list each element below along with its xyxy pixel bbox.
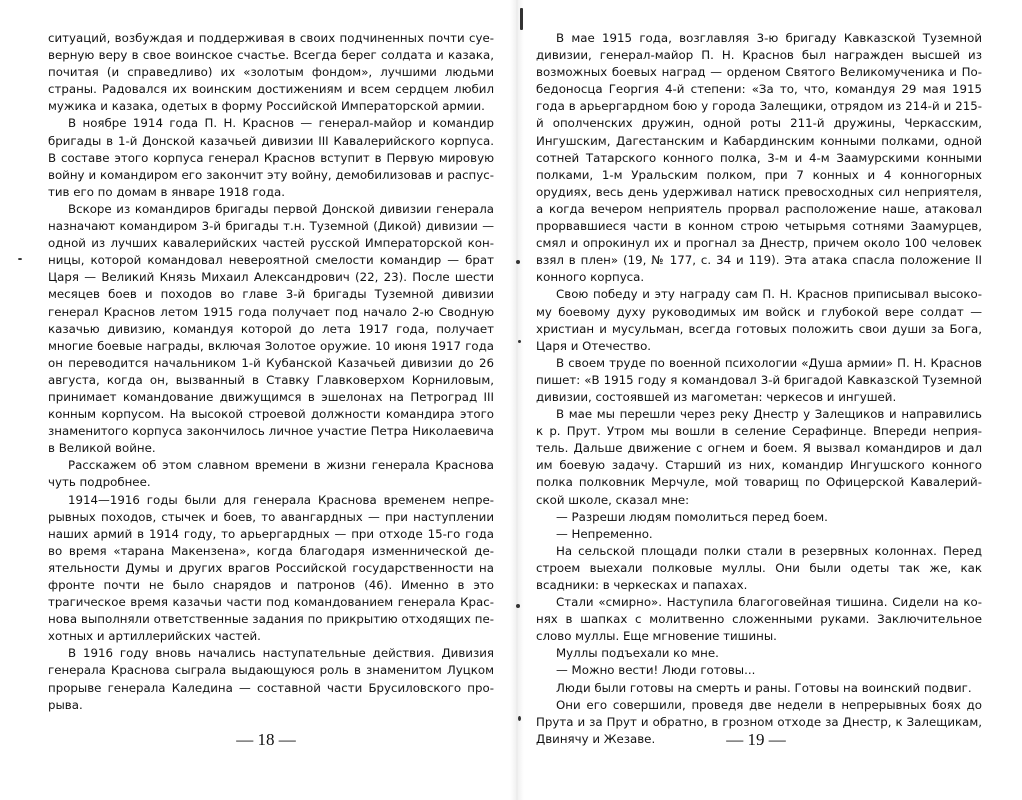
left-paragraph-5: 1914—1916 годы были для генерала Краснова временем непрерывных походов, стычек и боев, то авангардных — при наступлении наших армий в 1914 году, то арьергардных — при отходе 15-го года во время «тарана Макензена», когда благодаря изменнической деятельности Думы и других врагов Российской государственности на фронте почти не было снарядов и патронов (46). Именно в это трагическое время казачьи части под командованием генерала Краснова выполняли ответственные задания по прикрытию отходящих пехотных и артиллерийских частей. (48, 492, 494, 644)
left-page (48, 30, 494, 714)
right-paragraph-6: Стали «смирно». Наступила благоговейная тишина. Сидели на конях в шапках с молитвенно сложенными руками. Заключительное слово муллы. Еще мгновение тишины. (536, 595, 982, 644)
right-dialogue-1: — Разреши людям помолиться перед боем. (556, 509, 828, 524)
scan-speck (518, 716, 521, 721)
right-paragraph-5: На сельской площади полки стали в резервных колоннах. Перед строем выехали полковые муллы. Они были одеты так же, как всадники: в черкесках и папахах. (536, 543, 982, 592)
right-paragraph-9: Они его совершили, проведя две недели в непрерывных боях до Прута и за Прут и обратно, в грозном отходе за Днестр, к Залещикам, Двинячу и Жезаве. (536, 697, 982, 746)
right-paragraph-2: Свою победу и эту награду сам П. Н. Краснов приписывал высокому боевому духу руководимых им войск и глубокой вере солдат — христиан и мусульман, всегда готовых положить свои души за Бога, Царя и Отечество. (536, 287, 982, 353)
book-gutter (510, 0, 524, 800)
left-paragraph-1: ситуаций, возбуждая и поддерживая в своих подчиненных почти суеверную веру в свое воинское счастье. Всегда берег солдата и казака, почитая (и справедливо) их «золотым фондом», лучшими людьми страны. Радовался их воинским достижениям и всем сердцем любил мужика и казака, одетых в форму Российской Императорской армии. (48, 31, 494, 114)
right-dialogue-2: — Непременно. (556, 526, 653, 541)
right-paragraph-3: В своем труде по военной психологии «Душа армии» П. Н. Краснов пишет: «В 1915 году я командовал 3-й бригадой Кавказской Туземной дивизии, состоявшей из магометан: черкесов и ингушей. (536, 355, 982, 404)
right-paragraph-7: Муллы подъехали ко мне. (556, 646, 719, 661)
right-paragraph-8: Люди были готовы на смерть и раны. Готовы на воинский подвиг. (556, 680, 972, 695)
right-paragraph-1: В мае 1915 года, возглавляя 3-ю бригаду Кавказской Туземной дивизии, генерал-майор П. Н. Краснов был награжден высшей из возможных боевых наград — орденом Святого Великомученика и Победоносца Георгия 4-й степени: «За то, что, командуя 29 мая 1915 года в арьергардном бою у города Залещики, отрядом из 214-й и 215-й ополченских дружин, одной роты 211-й дружины, Черкасским, Ингушским, Дагестанским и Кабардинским конными полками, одной сотней Татарского конного полка, 3-м и 4-м Заамурскими конными полками, 1-м Уральским полком, при 7 конных и 4 конногорных орудиях, весь день удерживал натиск превосходных сил неприятеля, а когда вечером неприятель прорвал расположение наше, атаковал прорвавшиеся части в конном строю четырьмя сотнями Заамурцев, смял и опрокинул их и прогнал за Днестр, причем около 100 человек взял в плен» (19, № 177, с. 34 и 119). Эта атака спасла положение II конного корпуса. (536, 31, 982, 285)
scan-speck (518, 340, 521, 343)
scan-speck (516, 604, 520, 608)
left-paragraph-2: В ноябре 1914 года П. Н. Краснов — генерал-майор и командир бригады в 1-й Донской казачьей дивизии III Кавалерийского корпуса. В составе этого корпуса генерал Краснов вступит в Первую мировую войну и командиром его закончит эту войну, демобилизовав и распустив его по домам в январе 1918 года. (48, 116, 494, 199)
scan-speck (520, 8, 523, 30)
left-paragraph-6: В 1916 году вновь начались наступательные действия. Дивизия генерала Краснова сыграла выдающуюся роль в знаменитом Луцком прорыве генерала Каледина — составной части Брусиловского прорыва. (48, 646, 494, 712)
right-dialogue-3: — Можно вести! Люди готовы... (556, 663, 756, 678)
left-paragraph-3: Вскоре из командиров бригады первой Донской дивизии генерала назначают командиром 3-й бригады т.н. Туземной (Дикой) дивизии — одной из лучших кавалерийских частей русской Императорской конницы, которой командовал невероятной смелости командир — брат Царя — Великий Князь Михаил Александрович (22, 23). После шести месяцев боев и походов во главе 3-й бригады Туземной дивизии генерал Краснов летом 1915 года получает под начало 2-ю Сводную казачью дивизию, командуя которой до лета 1917 года, получает многие боевые награды, включая Золотое оружие. 10 июня 1917 года он переводится начальником 1-й Кубанской Казачьей дивизии до 26 августа, когда он, вызванный в Ставку Главковерхом Корниловым, принимает командование движущимся в эшелонах на Петроград III конным корпусом. На высокой строевой должности командира этого знаменитого корпуса закончилось личное участие Петра Николаевича в Великой войне. (48, 201, 494, 456)
page-number-right: — 19 — (726, 730, 786, 749)
scan-speck (516, 260, 520, 264)
right-paragraph-4: В мае мы перешли через реку Днестр у Залещиков и направились к р. Прут. Утром мы вошли в селение Серафинце. Впереди неприятель. Дальше движение с огнем и боем. Я вызвал командиров и дал им боевую задачу. Старший из них, командир Ингушского конного полка полковник Мерчуле, мой товарищ по Офицерской Кавалерийской школе, сказал мне: (536, 407, 982, 507)
page-number-left: — 18 — (236, 730, 296, 749)
right-page (536, 30, 982, 748)
left-paragraph-4: Расскажем об этом славном времени в жизни генерала Краснова чуть подробнее. (48, 458, 494, 490)
scan-speck (18, 258, 22, 260)
